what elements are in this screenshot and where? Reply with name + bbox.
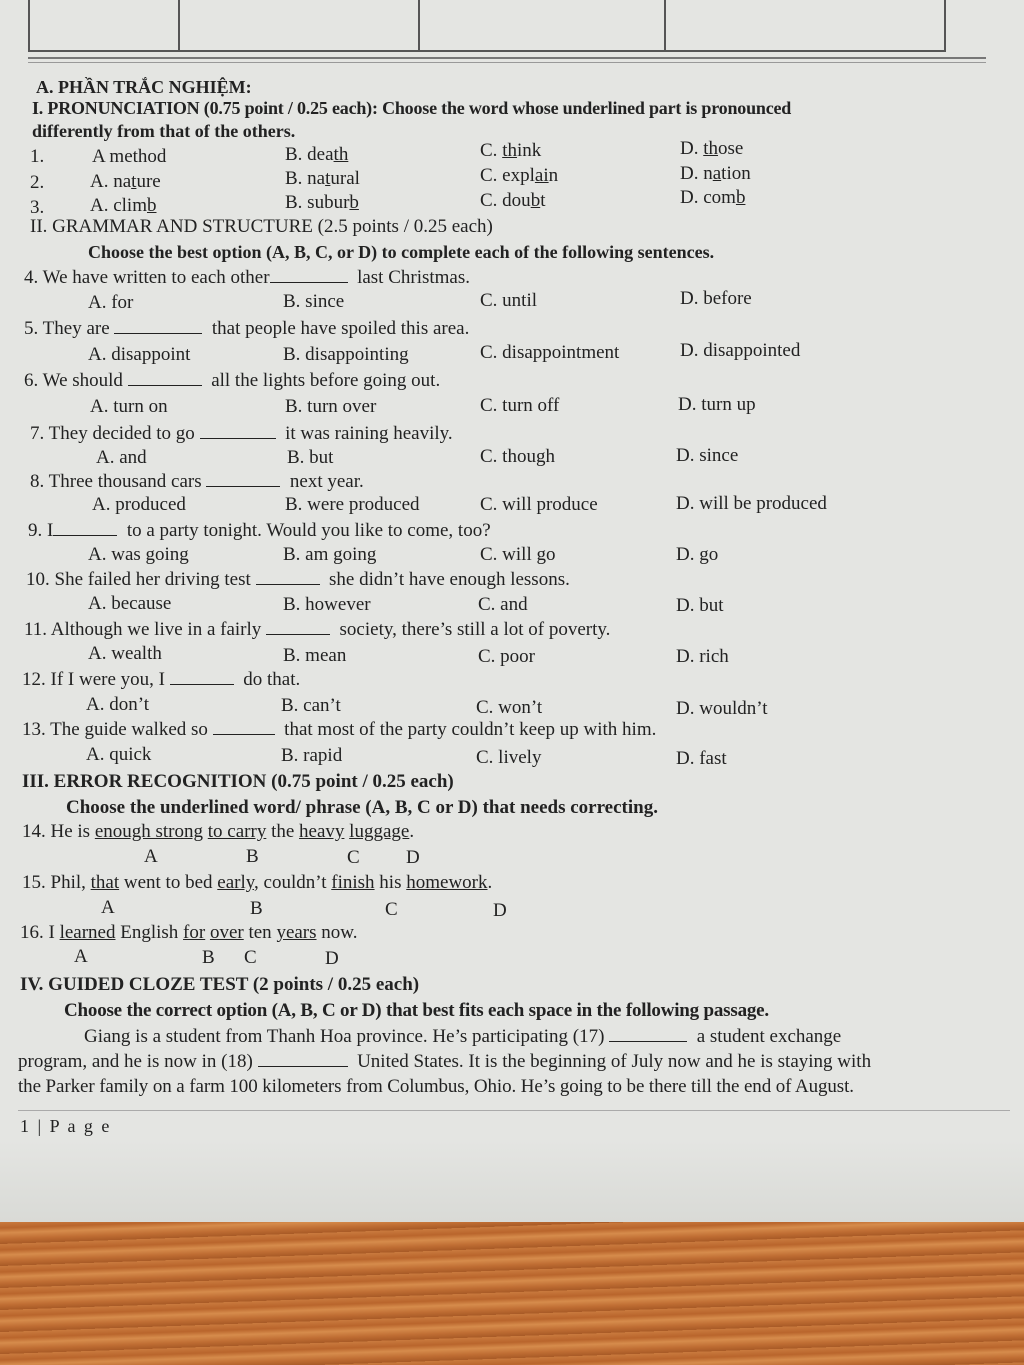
underlined-option-c: finish [331,872,375,893]
option-b: B. turn over [285,396,377,417]
option-b: B. rapid [281,745,343,766]
section-heading-pronunciation-cont: differently from that of the others. [32,121,296,141]
option-b: B. am going [283,544,377,565]
question-4 [24,266,470,289]
underlined-option-a: enough strong [94,821,204,842]
answer-blank [266,618,330,635]
option-c: C. though [480,446,555,467]
option-text: D. com [680,187,736,208]
option-text: B. na [285,168,326,189]
question-12 [22,668,300,691]
section-heading-error: III. ERROR RECOGNITION (0.75 point / 0.25 each) [22,771,454,792]
question-text: do that. [243,669,301,690]
underlined-option-a: learned [59,922,116,943]
question-5 [24,317,469,340]
option-c: C. turn off [480,395,560,416]
option-d: D. go [676,544,719,565]
table-divider [418,0,420,50]
answer-blank [200,422,276,439]
footer-rule [18,1110,1010,1111]
option-d: D. will be produced [676,493,827,514]
question-text: to a party tonight. Would you like to come, too? [126,520,491,541]
underlined-part: t [325,168,331,189]
option-c: C. disappointment [480,342,620,363]
option-c: C. and [478,594,528,615]
question-text: 9. I [28,520,54,541]
question-10 [26,568,570,591]
header-rule [28,57,986,59]
option-b: B. were produced [285,494,420,515]
option-d: D. but [676,595,724,616]
wooden-table-surface [0,1222,1024,1365]
option-b: B. however [283,594,371,615]
question-number: 1. [30,146,45,167]
letter-c: C [385,899,398,920]
answer-blank [53,519,117,536]
answer-blank-18 [258,1050,348,1067]
answer-blank [213,718,275,735]
option-c: C. will produce [480,494,598,515]
question-7 [30,422,453,445]
letter-d: D [493,900,507,921]
question-text: that people have spoiled this area. [211,318,470,339]
letter-a: A [74,946,88,967]
option-text: t [540,190,546,211]
option-a: A. don’t [86,694,149,715]
answer-blank [206,470,280,487]
option-text: ure [136,171,161,192]
question-text: 7. They decided to go [30,423,195,444]
option-text: C. dou [480,190,531,211]
option-text: C. expl [480,165,535,186]
option-c [480,165,558,187]
question-number: 2. [30,172,45,193]
option-d [680,138,743,160]
section-heading-cloze: IV. GUIDED CLOZE TEST (2 points / 0.25 each) [20,974,420,995]
table-divider [178,0,180,50]
question-text: that most of the party couldn’t keep up with him. [284,719,657,740]
option-text: A method [92,146,167,167]
question-text: society, there’s still a lot of poverty. [339,619,611,640]
passage-line-3: the Parker family on a farm 100 kilometers from Columbus, Ohio. He’s going to be there till the end of August. [18,1076,854,1097]
question-9 [28,519,491,542]
option-text: D. [680,138,704,159]
passage-line-1 [84,1025,841,1048]
question-text: 8. Three thousand cars [30,471,202,492]
option-a: A. turn on [90,396,168,417]
question-text: last Christmas. [357,267,471,288]
letter-c: C [347,847,360,868]
letter-b: B [246,846,259,867]
table-divider [664,0,666,50]
question-16: 16. I learned English for over ten years now. [20,922,358,943]
letter-b: B [202,947,215,968]
option-a: A. wealth [88,643,162,664]
question-text: 12. If I were you, I [22,669,165,690]
letter-c: C [244,947,257,968]
option-c: C. until [480,290,538,311]
underlined-option-d: years [276,922,317,943]
option-text: ural [330,168,360,189]
option-d [680,187,745,209]
option-c: C. lively [476,747,542,768]
answer-blank [270,266,348,283]
section-instruction-cloze: Choose the correct option (A, B, C or D) that best fits each space in the following passage. [64,1000,769,1021]
underlined-part: t [131,171,137,192]
option-text: ink [516,140,542,161]
question-text: 15. Phil, [22,872,91,893]
answer-blank [128,369,202,386]
section-instruction-error: Choose the underlined word/ phrase (A, B, C or D) that needs correcting. [66,797,658,818]
option-d: D. rich [676,646,729,667]
underlined-part: th [502,140,517,161]
letter-a: A [144,846,158,867]
answer-blank-17 [609,1025,687,1042]
underlined-option-a: that [90,872,120,893]
question-text: 10. She failed her driving test [26,569,251,590]
option-b: B. but [287,447,334,468]
option-text: B. dea [285,144,334,165]
question-11 [24,618,610,641]
option-a: A. was going [88,544,189,565]
passage-text: Giang is a student from Thanh Hoa province. He’s participating (17) [84,1026,605,1047]
underlined-part: a [712,163,722,184]
question-text: 5. They are [24,318,110,339]
section-heading-grammar: II. GRAMMAR AND STRUCTURE (2.5 points / 0.25 each) [30,216,493,237]
question-text: 4. We have written to each other [24,267,270,288]
question-6 [24,369,440,392]
underlined-option-d: homework [406,872,488,893]
option-b: B. disappointing [283,344,409,365]
question-text: all the lights before going out. [211,370,441,391]
letter-d: D [325,948,339,969]
answer-blank [170,668,234,685]
question-text: 16. I [20,922,60,943]
option-text: tion [721,163,751,184]
option-a [90,171,161,193]
underlined-option-b: early [217,872,255,893]
question-15: 15. Phil, that went to bed early, couldn’t finish his homework. [22,872,493,893]
option-d: D. since [676,445,739,466]
option-d: D. turn up [678,394,756,415]
option-a [92,146,166,168]
option-d: D. before [680,288,752,309]
underlined-option-d: luggage [349,821,410,842]
question-text: next year. [289,471,364,492]
option-a [90,195,157,217]
option-b [285,168,360,190]
option-b: B. can’t [281,695,341,716]
question-text: 6. We should [24,370,123,391]
option-text: D. n [680,163,713,184]
passage-text: program, and he is now in (18) [18,1051,253,1072]
option-c [480,140,541,162]
option-text: n [548,165,559,186]
option-a: A. and [96,447,147,468]
option-text: A. na [90,171,132,192]
answer-blank [114,317,202,334]
option-a: A. disappoint [88,344,191,365]
underlined-part: b [735,187,746,208]
option-c: C. won’t [476,697,543,718]
question-number: 3. [30,197,45,218]
underlined-option-b: to carry [207,821,267,842]
passage-text: United States. It is the beginning of July now and he is staying with [357,1051,872,1072]
underlined-part: b [530,190,541,211]
option-a: A. for [88,292,134,313]
question-text: it was raining heavily. [285,423,453,444]
option-c: C. poor [478,646,535,667]
section-instruction-grammar: Choose the best option (A, B, C, or D) to complete each of the following sentences. [88,242,715,262]
question-text: she didn’t have enough lessons. [329,569,570,590]
question-text: 14. He is [22,821,95,842]
option-text: A. clim [90,195,147,216]
question-text: 11. Although we live in a fairly [24,619,262,640]
question-13 [22,718,656,741]
underlined-option-c: over [209,922,244,943]
option-b [285,144,348,166]
question-text: 13. The guide walked so [22,719,208,740]
option-text: B. subur [285,192,350,213]
passage-line-2 [18,1050,871,1073]
part-title: A. PHẦN TRẮC NGHIỆM: [36,77,252,97]
option-d: D. disappointed [680,340,801,361]
underlined-part: b [349,192,359,213]
option-c [480,190,545,212]
option-d: D. fast [676,748,727,769]
header-table [28,0,946,52]
option-d: D. wouldn’t [676,698,768,719]
option-c: C. will go [480,544,556,565]
underlined-part: th [333,144,349,165]
option-text: C. [480,140,503,161]
option-d [680,163,751,185]
underlined-option-c: heavy [299,821,345,842]
option-b: B. since [283,291,345,312]
page-number: 1 | P a g e [20,1116,112,1136]
question-8 [30,470,364,493]
option-text: ose [718,138,744,159]
question-14: 14. He is enough strong to carry the heavy luggage. [22,821,415,842]
underlined-part: th [703,138,719,159]
header-rule-thin [28,62,986,63]
section-heading-pronunciation: I. PRONUNCIATION (0.75 point / 0.25 each): Choose the word whose underlined part is pronounced [32,98,792,118]
option-b [285,192,359,214]
option-b: B. mean [283,645,347,666]
option-a: A. produced [92,494,186,515]
underlined-option-b: for [183,922,206,943]
option-a: A. quick [86,744,152,765]
letter-d: D [406,847,420,868]
underlined-part: ai [534,165,549,186]
page-bottom-margin [0,1140,1024,1222]
option-a: A. because [88,593,172,614]
answer-blank [256,568,320,585]
letter-b: B [250,898,263,919]
passage-text: a student exchange [696,1026,842,1047]
letter-a: A [101,897,115,918]
underlined-part: b [147,195,157,216]
